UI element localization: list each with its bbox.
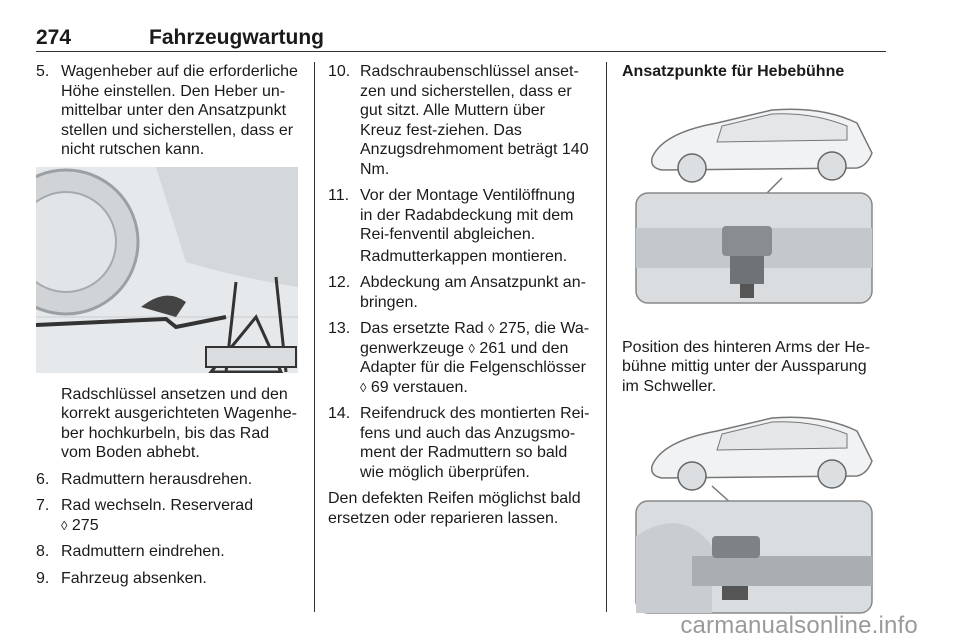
page-ref[interactable]: 275, die Wa-genwerkzeuge (360, 320, 590, 357)
figure-caption: Position des hinteren Arms der He-bühne mittig unter der Aussparung im Schweller. (622, 338, 871, 395)
figure-caption: Radschlüssel ansetzen und den korrekt ausgerichteten Wagenhe-ber hochkurbeln, bis das Rad vom Boden abhebt. (61, 385, 297, 461)
page-ref-icon: ◊ (488, 321, 495, 336)
page-ref-icon: ◊ (468, 340, 475, 356)
step-text: Vor der Montage Ventilöffnung in der Radabdeckung mit dem Rei-fenventil abgleichen. (360, 187, 575, 243)
list-item (328, 186, 590, 245)
step-number: 9. (36, 569, 50, 587)
page-ref-icon: ◊ (61, 517, 68, 533)
step-text: Abdeckung am Ansatzpunkt an-bringen. (360, 274, 586, 311)
step-number: 7. (36, 497, 50, 514)
step-number: 12. (328, 274, 351, 291)
step-text-main: Das ersetzte Rad (360, 320, 484, 337)
step-subtext: Radmutterkappen montieren. (360, 247, 568, 265)
page-ref[interactable]: 261 und den Adapter für die Felgenschlösser (360, 339, 586, 376)
list-item (36, 470, 298, 490)
chapter-title: Fahrzeugwartung (149, 26, 325, 49)
column-divider (314, 62, 315, 612)
list-item (328, 319, 590, 397)
step-text: Radmuttern herausdrehen. (61, 470, 253, 488)
step-number: 6. (36, 470, 50, 488)
step-text: Fahrzeug absenken. (61, 569, 207, 587)
step-number: 14. (328, 405, 351, 422)
list-item (36, 496, 298, 535)
step-text-main: Rad wechseln. Reserverad (61, 497, 254, 514)
step-number: 10. (328, 63, 351, 80)
lift-arm-illustration (622, 406, 886, 620)
page-header (36, 26, 886, 52)
list-item (328, 62, 590, 179)
column-middle (328, 62, 590, 528)
page-ref[interactable]: 69 verstauen. (370, 378, 468, 396)
lift-point-illustration (622, 98, 886, 318)
list-item (36, 569, 298, 589)
page-ref-icon: ◊ (360, 379, 367, 395)
step-number: 8. (36, 543, 50, 560)
page-ref[interactable]: 275 (71, 516, 99, 534)
list-item (328, 273, 590, 312)
column-left (36, 62, 298, 595)
step-text (360, 319, 590, 397)
step-text: Wagenheber auf die erforderliche Höhe einstellen. Den Heber un-mittelbar unter den Ansatzpunkt stellen und sicherstellen, dass er nicht rutschen kann. (61, 63, 298, 158)
column-divider (606, 62, 607, 612)
page-number: 274 (36, 26, 72, 49)
header-rule (36, 51, 886, 52)
step-number: 13. (328, 320, 351, 337)
list-item (328, 404, 590, 482)
watermark: carmanualsonline.info (680, 612, 918, 639)
step-number: 11. (328, 187, 350, 204)
list-item (36, 62, 298, 160)
column-right (622, 62, 886, 620)
step-text: Reifendruck des montierten Rei-fens und auch das Anzugsmo-ment der Radmuttern so bald wie möglich überprüfen. (360, 405, 590, 481)
step-text: Radschraubenschlüssel anset-zen und sicherstellen, dass er gut sitzt. Alle Muttern über Kreuz fest-ziehen. Das Anzugsdrehmoment beträgt 140 Nm. (360, 63, 589, 178)
step-number: 5. (36, 63, 50, 80)
list-item (36, 542, 298, 562)
step-text (61, 496, 298, 535)
step-text: Radmuttern eindrehen. (61, 543, 225, 560)
jack-illustration (36, 167, 298, 373)
section-heading: Ansatzpunkte für Hebebühne (622, 63, 845, 80)
closing-paragraph: Den defekten Reifen möglichst bald ersetzen oder reparieren lassen. (328, 490, 581, 527)
